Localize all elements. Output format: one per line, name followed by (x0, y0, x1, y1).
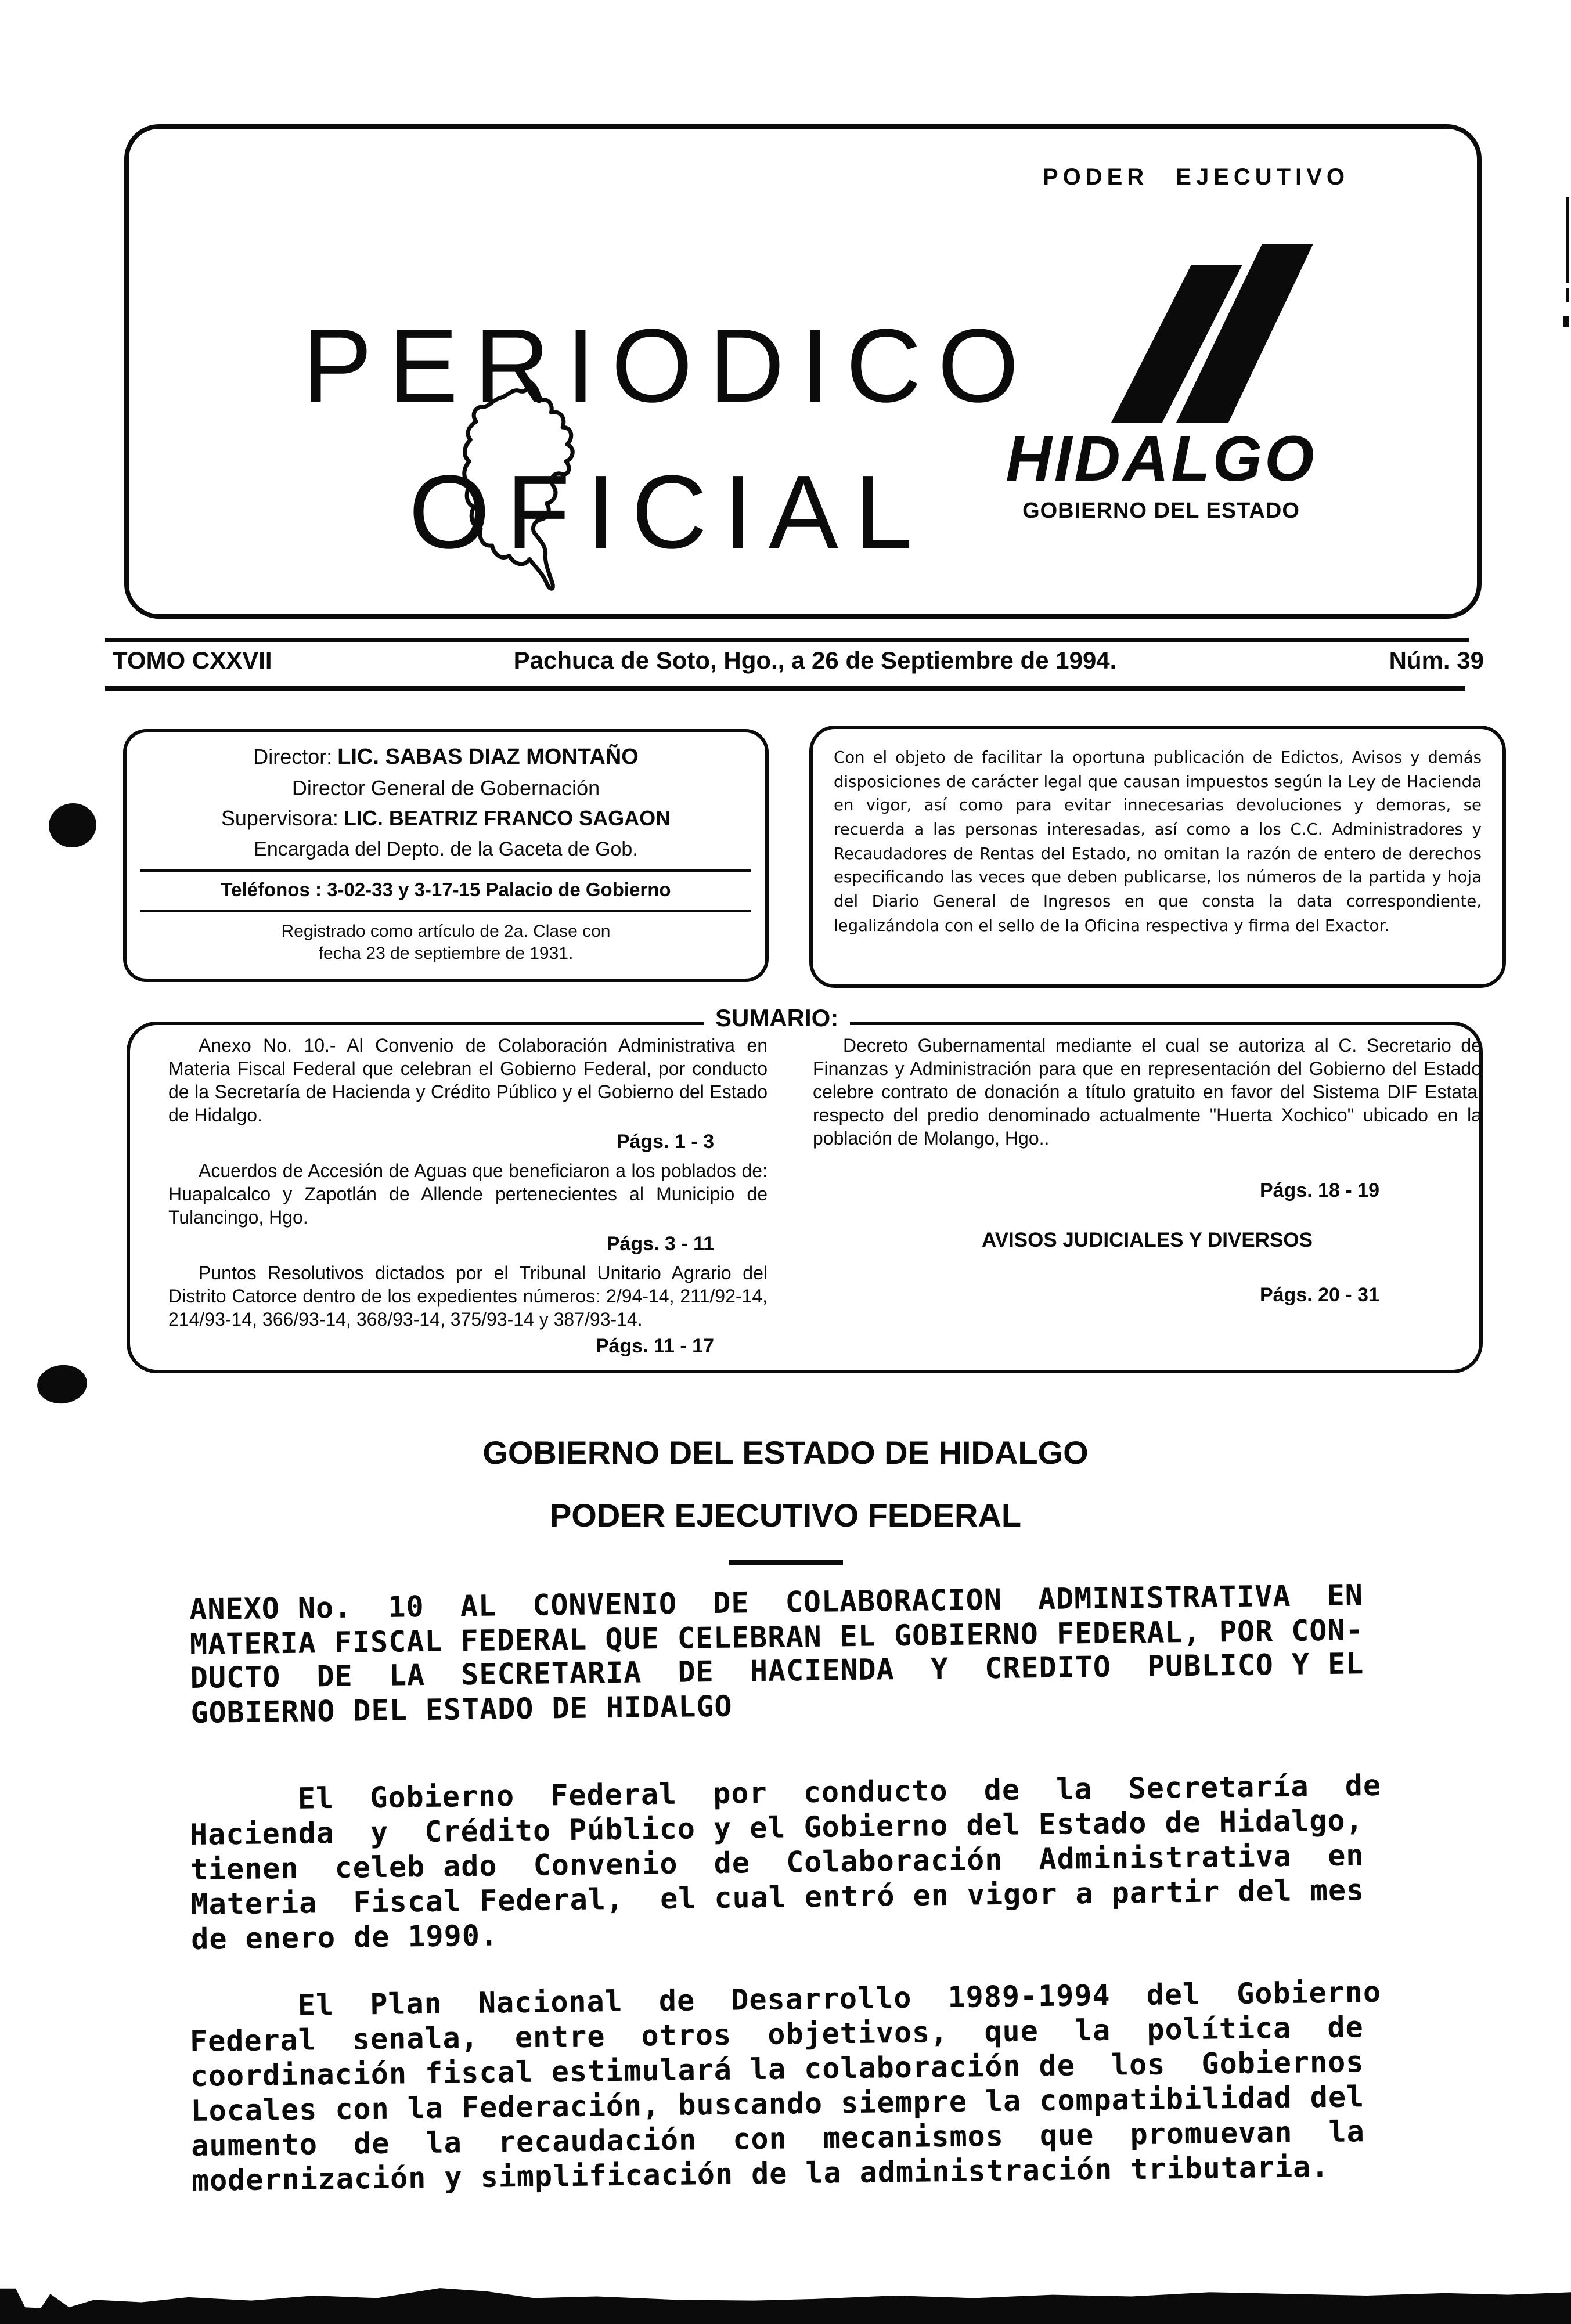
registration-line1: Registrado como artículo de 2a. Clase con (281, 922, 611, 942)
gazette-title-line2: OFICIAL (408, 455, 929, 571)
notice-text: Con el objeto de facilitar la oportuna publicación de Edictos, Avisos y demás disposiciones de carácter legal que causan impuestos según la Ley de Hacienda en vigor, así como para evitar innecesarias devoluciones y demoras, se recuerda a las personas interesadas, así como a los C.C. Administradores y Recaudadores de Rentas del Estado, no omitan la razón de entero de derechos especificando las veces que deben publicarse, los números de la partida y hoja del Diario General de Ingresos en que consta la data correspondiente, legalizándola con el sello de la Oficina respectiva y firma del Exactor. (834, 749, 1482, 936)
staff-box (123, 729, 769, 982)
sumario-entry-pages: Págs. 3 - 11 (606, 1233, 714, 1255)
sumario-entry-pages: Págs. 20 - 31 (1259, 1284, 1379, 1306)
director-label: Director: (253, 745, 333, 769)
supervisor-name: LIC. BEATRIZ FRANCO SAGAON (343, 807, 671, 831)
tomo-label: TOMO CXXVII (113, 648, 272, 674)
supervisor-row (138, 807, 754, 832)
hidalgo-state-map-icon (413, 374, 660, 601)
gobierno-del-estado-label: GOBIERNO DEL ESTADO (1022, 499, 1300, 524)
phones-line: Teléfonos : 3-02-33 y 3-17-15 Palacio de Gobierno (221, 879, 671, 901)
hidalgo-logo-slashes-icon (1051, 239, 1335, 425)
gazette-title-line1: PERIODICO (302, 309, 1036, 425)
body-paragraph-1: El Gobierno Federal por conducto de la Secretaría de Hacienda y Crédito Público y el Gobierno del Estado de Hidalgo, tienen celeb ado Convenio de Colaboración Administrativa en Materia Fiscal Federal, el cual entró en vigor a partir del mes de enero de 1990. (189, 1768, 1382, 1956)
poder-ejecutivo-label: PODER EJECUTIVO (1042, 165, 1350, 190)
director-name: LIC. SABAS DIAZ MONTAÑO (337, 745, 639, 770)
scan-edge-mark (1563, 316, 1569, 327)
sumario-entry: Decreto Gubernamental mediante el cual se autoriza al C. Secretario de Finanzas y Administración para que en representación del Gobierno del Estado celebre contrato de donación a título gratuito en favor del Sistema DIF Estatal respecto del predio denominado actualmente "Huerta Xochico" ubicado en la población de Molango, Hgo.. (813, 1037, 1482, 1149)
sumario-entry: Puntos Resolutivos dictados por el Tribunal Unitario Agrario del Distrito Catorce dentro de los expedientes números: 2/94-14, 211/92-14, 214/93-14, 366/93-14, 368/93-14, 375/93-14 y 387/93-14. (168, 1264, 768, 1330)
director-title: Director General de Gobernación (291, 777, 600, 800)
director-row (138, 746, 754, 771)
punch-hole-mark (46, 800, 99, 851)
sumario-right-column (813, 1035, 1482, 1314)
section-heading-rule (729, 1560, 843, 1565)
sumario-label: SUMARIO: (704, 1005, 850, 1033)
scan-edge-mark (1566, 288, 1569, 302)
sumario-left-column (168, 1035, 768, 1365)
registration-line2: fecha 23 de septiembre de 1931. (318, 944, 574, 964)
sumario-entry-pages: Págs. 1 - 3 (616, 1131, 714, 1153)
section-heading-gobierno: GOBIERNO DEL ESTADO DE HIDALGO (482, 1435, 1089, 1471)
issue-number-label: Núm. 39 (1389, 648, 1484, 674)
sumario-entry: Anexo No. 10.- Al Convenio de Colaboración Administrativa en Materia Fiscal Federal que celebran el Gobierno Federal, por conducto de la Secretaría de Hacienda y Crédito Público y el Gobierno del Estado de Hidalgo. (168, 1037, 768, 1126)
staff-divider-1 (140, 869, 751, 871)
section-heading-poder-ejecutivo-federal: PODER EJECUTIVO FEDERAL (549, 1497, 1022, 1533)
sumario-entry-pages: Págs. 18 - 19 (1259, 1179, 1379, 1201)
hidalgo-logo-wordmark: HIDALGO (1006, 423, 1317, 495)
staff-divider-2 (140, 910, 751, 912)
sumario-entry: Acuerdos de Accesión de Aguas que beneficiaron a los poblados de: Huapalcalco y Zapotlán de Allende pertenecientes al Municipio de Tulancingo, Hgo. (168, 1162, 768, 1228)
notice-box (809, 726, 1506, 988)
dateline-top-rule (105, 638, 1469, 642)
anexo-heading-paragraph: ANEXO No. 10 AL CONVENIO DE COLABORACION ADMINISTRATIVA EN MATERIA FISCAL FEDERAL QUE CELEBRAN EL GOBIERNO FEDERAL, POR CON- DUCTO DE LA SECRETARIA DE HACIENDA Y CREDITO PUBLICO Y EL GOBIERNO DEL ESTADO DE HIDALGO (189, 1578, 1364, 1729)
dateline-bottom-rule (105, 686, 1465, 691)
scan-edge-mark (1566, 197, 1569, 283)
supervisor-label: Supervisora: (221, 807, 338, 831)
punch-hole-mark (35, 1363, 89, 1406)
scan-artifact-band (0, 2282, 1571, 2324)
place-date-label: Pachuca de Soto, Hgo., a 26 de Septiembre de 1994. (513, 648, 1117, 674)
body-paragraph-2: El Plan Nacional de Desarrollo 1989-1994 del Gobierno Federal senala, entre otros objetivos, que la política de coordinación fiscal estimulará la colaboración de los Gobiernos Locales con la Federación, buscando siempre la compatibilidad del aumento de la recaudación con mecanismos que promuevan la modernización y simplificación de la administración tributaria. (189, 1975, 1382, 2197)
sumario-entry-pages: Págs. 11 - 17 (595, 1335, 714, 1357)
supervisor-title: Encargada del Depto. de la Gaceta de Gob. (254, 838, 638, 860)
avisos-judiciales-heading: AVISOS JUDICIALES Y DIVERSOS (982, 1228, 1313, 1251)
